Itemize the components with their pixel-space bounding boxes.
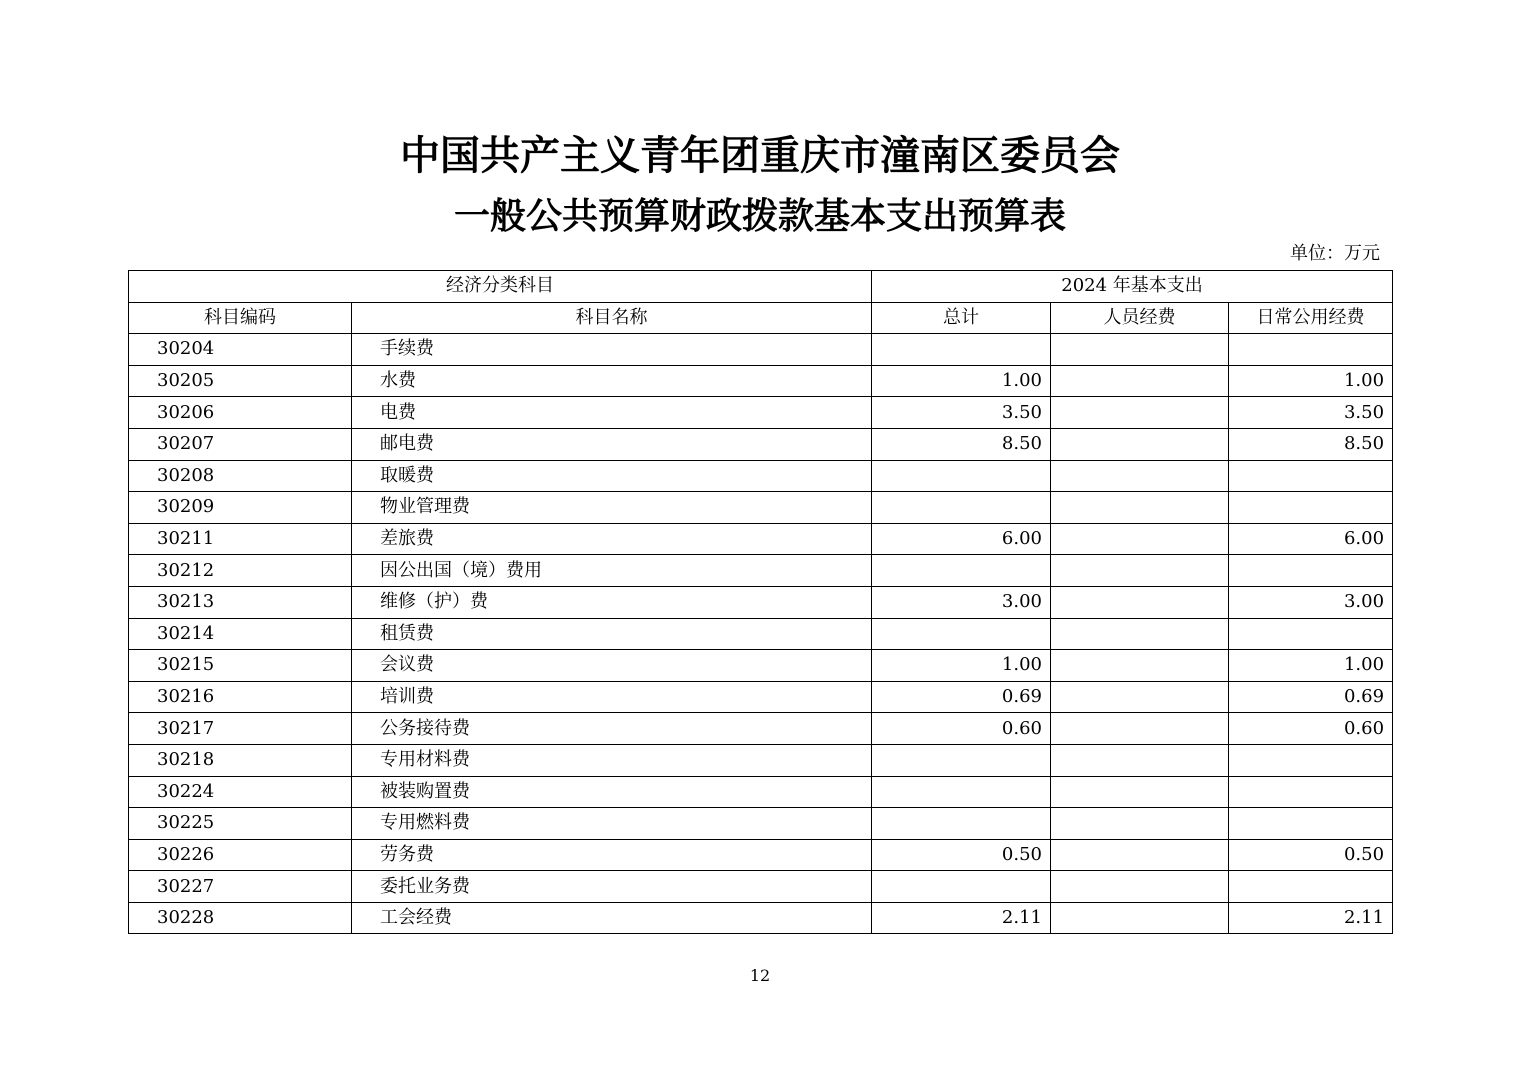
- cell-name: 劳务费: [352, 839, 872, 871]
- cell-personnel: [1051, 492, 1229, 524]
- cell-public: 3.00: [1229, 586, 1393, 618]
- cell-total: 0.50: [872, 839, 1051, 871]
- cell-name: 邮电费: [352, 428, 872, 460]
- table-row: [129, 460, 1393, 492]
- cell-public: [1229, 744, 1393, 776]
- header-basic-expenditure: 2024 年基本支出: [872, 271, 1393, 303]
- cell-name: 委托业务费: [352, 871, 872, 903]
- cell-name: 电费: [352, 397, 872, 429]
- cell-total: [872, 618, 1051, 650]
- cell-name: 被装购置费: [352, 776, 872, 808]
- cell-code: 30214: [129, 618, 352, 650]
- cell-name: 会议费: [352, 650, 872, 682]
- table-row: [129, 839, 1393, 871]
- header-economic-classification: 经济分类科目: [129, 271, 872, 303]
- cell-personnel: [1051, 523, 1229, 555]
- cell-total: 1.00: [872, 650, 1051, 682]
- cell-name: 培训费: [352, 681, 872, 713]
- header-personnel: 人员经费: [1051, 302, 1229, 334]
- table-row: [129, 650, 1393, 682]
- cell-public: 6.00: [1229, 523, 1393, 555]
- cell-personnel: [1051, 808, 1229, 840]
- cell-public: [1229, 555, 1393, 587]
- header-column-row: [129, 302, 1393, 334]
- document-subtitle: 一般公共预算财政拨款基本支出预算表: [453, 195, 1066, 237]
- cell-total: 3.00: [872, 586, 1051, 618]
- unit-label: 单位：万元: [1290, 243, 1380, 264]
- cell-personnel: [1051, 902, 1229, 934]
- cell-total: [872, 334, 1051, 366]
- cell-code: 30216: [129, 681, 352, 713]
- cell-name: 物业管理费: [352, 492, 872, 524]
- cell-public: 2.11: [1229, 902, 1393, 934]
- cell-name: 维修（护）费: [352, 586, 872, 618]
- cell-total: 1.00: [872, 365, 1051, 397]
- cell-code: 30204: [129, 334, 352, 366]
- table-row: [129, 492, 1393, 524]
- table-row: [129, 713, 1393, 745]
- header-code: 科目编码: [129, 302, 352, 334]
- cell-total: [872, 492, 1051, 524]
- cell-total: 6.00: [872, 523, 1051, 555]
- cell-total: [872, 871, 1051, 903]
- cell-code: 30215: [129, 650, 352, 682]
- cell-code: 30226: [129, 839, 352, 871]
- cell-personnel: [1051, 460, 1229, 492]
- cell-total: [872, 460, 1051, 492]
- table-row: [129, 871, 1393, 903]
- cell-total: 0.69: [872, 681, 1051, 713]
- table-row: [129, 397, 1393, 429]
- table-row: [129, 586, 1393, 618]
- cell-name: 水费: [352, 365, 872, 397]
- table-row: [129, 334, 1393, 366]
- cell-code: 30227: [129, 871, 352, 903]
- cell-public: [1229, 808, 1393, 840]
- cell-total: 0.60: [872, 713, 1051, 745]
- cell-personnel: [1051, 365, 1229, 397]
- cell-total: 3.50: [872, 397, 1051, 429]
- cell-code: 30212: [129, 555, 352, 587]
- cell-public: [1229, 776, 1393, 808]
- cell-name: 专用材料费: [352, 744, 872, 776]
- cell-public: 0.69: [1229, 681, 1393, 713]
- cell-public: 0.60: [1229, 713, 1393, 745]
- cell-total: 2.11: [872, 902, 1051, 934]
- cell-code: 30217: [129, 713, 352, 745]
- cell-total: [872, 808, 1051, 840]
- cell-public: [1229, 871, 1393, 903]
- cell-public: 3.50: [1229, 397, 1393, 429]
- table-row: [129, 618, 1393, 650]
- cell-public: 0.50: [1229, 839, 1393, 871]
- table-row: [129, 902, 1393, 934]
- document-title: 中国共产主义青年团重庆市潼南区委员会: [400, 132, 1120, 179]
- cell-name: 差旅费: [352, 523, 872, 555]
- cell-code: 30224: [129, 776, 352, 808]
- budget-table: [128, 270, 1393, 934]
- table-row: [129, 523, 1393, 555]
- table-row: [129, 776, 1393, 808]
- table-row: [129, 365, 1393, 397]
- table-row: [129, 744, 1393, 776]
- table-row: [129, 428, 1393, 460]
- cell-code: 30213: [129, 586, 352, 618]
- cell-personnel: [1051, 744, 1229, 776]
- page-number: 12: [749, 966, 771, 985]
- cell-total: [872, 744, 1051, 776]
- cell-total: [872, 555, 1051, 587]
- cell-name: 手续费: [352, 334, 872, 366]
- cell-personnel: [1051, 586, 1229, 618]
- cell-code: 30207: [129, 428, 352, 460]
- cell-code: 30228: [129, 902, 352, 934]
- cell-public: 8.50: [1229, 428, 1393, 460]
- table-row: [129, 555, 1393, 587]
- header-group-row: [129, 271, 1393, 303]
- cell-name: 公务接待费: [352, 713, 872, 745]
- cell-name: 取暖费: [352, 460, 872, 492]
- cell-personnel: [1051, 871, 1229, 903]
- cell-personnel: [1051, 681, 1229, 713]
- cell-code: 30209: [129, 492, 352, 524]
- header-name: 科目名称: [352, 302, 872, 334]
- cell-personnel: [1051, 397, 1229, 429]
- cell-personnel: [1051, 618, 1229, 650]
- cell-personnel: [1051, 839, 1229, 871]
- cell-public: 1.00: [1229, 365, 1393, 397]
- cell-total: [872, 776, 1051, 808]
- cell-code: 30211: [129, 523, 352, 555]
- cell-personnel: [1051, 428, 1229, 460]
- cell-code: 30206: [129, 397, 352, 429]
- cell-personnel: [1051, 334, 1229, 366]
- table-row: [129, 808, 1393, 840]
- cell-code: 30218: [129, 744, 352, 776]
- cell-personnel: [1051, 713, 1229, 745]
- cell-name: 工会经费: [352, 902, 872, 934]
- cell-total: 8.50: [872, 428, 1051, 460]
- cell-public: 1.00: [1229, 650, 1393, 682]
- cell-name: 专用燃料费: [352, 808, 872, 840]
- cell-personnel: [1051, 555, 1229, 587]
- cell-personnel: [1051, 776, 1229, 808]
- header-total: 总计: [872, 302, 1051, 334]
- cell-public: [1229, 618, 1393, 650]
- cell-public: [1229, 334, 1393, 366]
- cell-public: [1229, 460, 1393, 492]
- cell-code: 30205: [129, 365, 352, 397]
- table-row: [129, 681, 1393, 713]
- cell-name: 租赁费: [352, 618, 872, 650]
- table-body: [129, 334, 1393, 934]
- cell-code: 30225: [129, 808, 352, 840]
- cell-public: [1229, 492, 1393, 524]
- cell-code: 30208: [129, 460, 352, 492]
- cell-personnel: [1051, 650, 1229, 682]
- cell-name: 因公出国（境）费用: [352, 555, 872, 587]
- header-public: 日常公用经费: [1229, 302, 1393, 334]
